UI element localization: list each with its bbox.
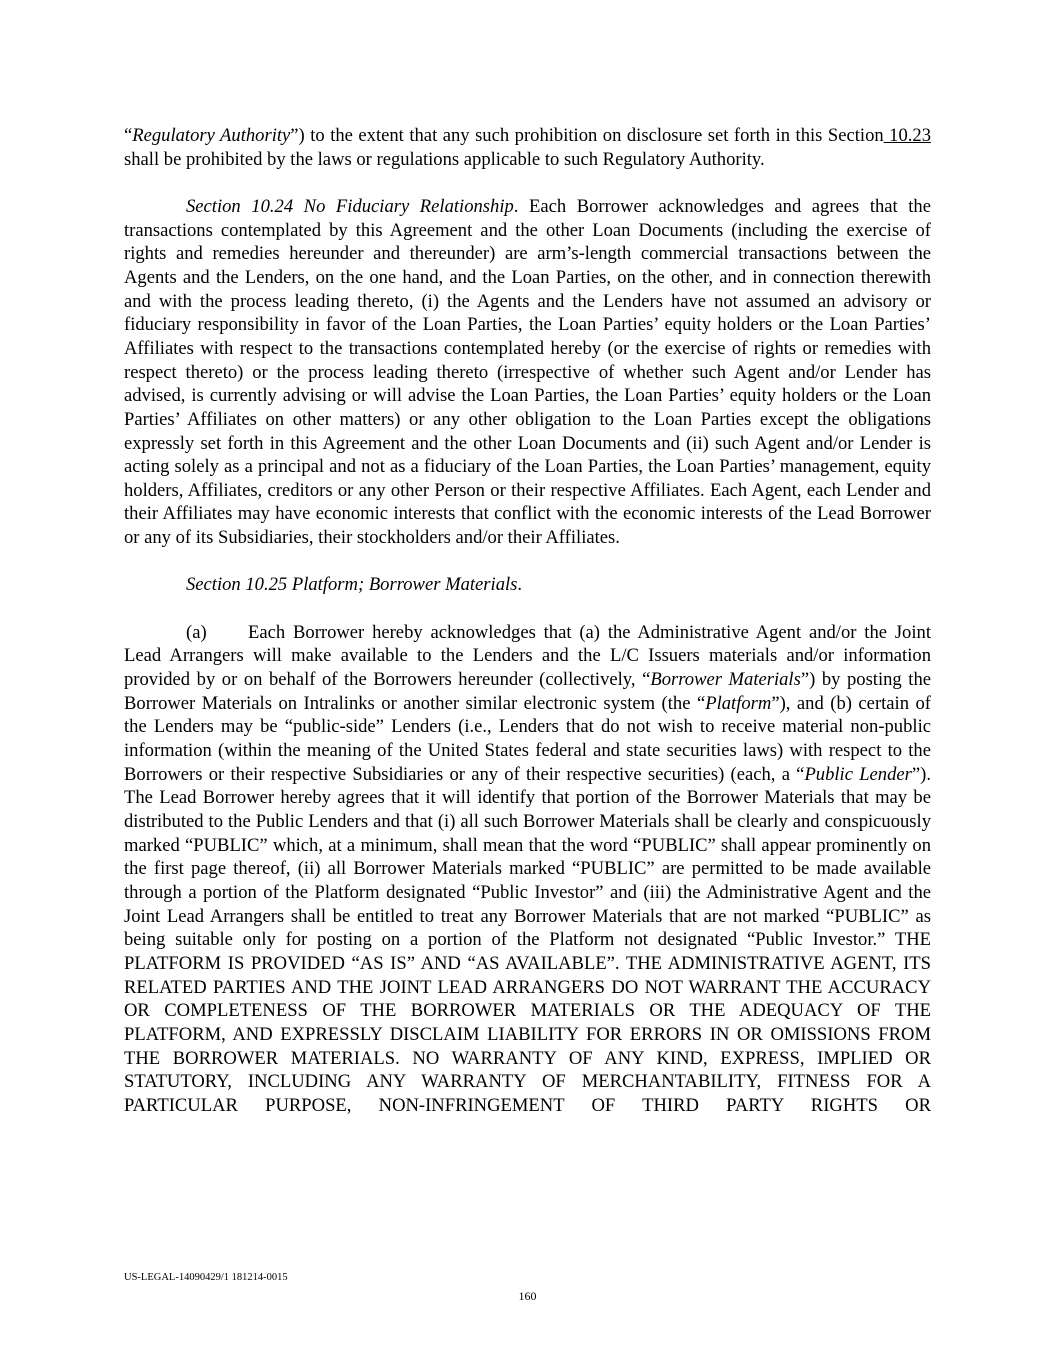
text: ”) to the extent that any such prohibition on disclosure set forth in this Section [290, 125, 884, 146]
paragraph [124, 621, 931, 1118]
text: . Each Borrower acknowledges and agrees that the transactions contemplated by this Agreement and the other Loan Documents (including the exercise of rights and remedies hereunder and thereunder) are arm’s-length commercial transactions between the Agents and the Lenders, on the one hand, and the Loan Parties, on the other, and in connection therewith and with the process leading thereto, (i) the Agents and the Lenders have not assumed an advisory or fiduciary responsibility in favor of the Loan Parties, the Loan Parties’ equity holders or the Loan Parties’ Affiliates with respect to the transactions contemplated hereby (or the exercise of rights or remedies with respect thereto) or the process leading thereto (irrespective of whether such Agent and/or Lender has advised, is currently advising or will advise the Loan Parties, the Loan Parties’ equity holders or the Loan Parties’ Affiliates on other matters) or any other obligation to the Loan Parties except the obligations expressly set forth in this Agreement and the other Loan Documents and (ii) such Agent and/or Lender is acting solely as a principal and not as a fiduciary of the Loan Parties, the Loan Parties’ management, equity holders, Affiliates, creditors or any other Person or their respective Affiliates. Each Agent, each Lender and their Affiliates may have economic interests that conflict with the economic interests of the Lead Borrower or any of its Subsidiaries, their stockholders and/or their Affiliates. [124, 195, 931, 549]
text: ”), and (b) certain of the Lenders may be “public-side” Lenders (i.e., Lenders that do not wish to receive material non-public information (within the meaning of the United States federal and state securities laws) with respect to the Borrowers or their respective Subsidiaries or any of their respective securities) (each, a “ [124, 692, 931, 785]
italic-text: Platform [705, 692, 772, 714]
italic-text: Section 10.25 Platform; Borrower Materials [186, 574, 518, 596]
italic-text: Section 10.24 No Fiduciary Relationship [186, 195, 514, 217]
text: ”) by posting the Borrower Materials on Intralinks or another similar electronic system (the “ [124, 669, 931, 714]
document-body [124, 124, 931, 1141]
text: “ [124, 125, 133, 146]
text: Each Borrower hereby acknowledges that (a) the Administrative Agent and/or the Joint Lead Arrangers will make available to the Lenders and the L/C Issuers materials and/or information provided by or on behalf of the Borrowers hereunder (collectively, “ [124, 621, 931, 691]
text: . [517, 574, 523, 596]
italic-text: Public Lender [804, 763, 912, 785]
italic-text: Borrower Materials [650, 669, 801, 691]
italic-text: Regulatory Authority [132, 125, 291, 146]
page-number: 160 [518, 1289, 537, 1303]
text: shall be prohibited by the laws or regulations applicable to such Regulatory Authority. [124, 148, 765, 170]
footer-document-id: US-LEGAL-14090429/1 181214-0015 [124, 1272, 288, 1283]
section-reference: 10.23 [883, 125, 932, 146]
paragraph [124, 573, 931, 597]
paragraph [124, 195, 931, 550]
clause-label: (a) [186, 621, 207, 643]
text: ”). The Lead Borrower hereby agrees that it will identify that portion of the Borrower Materials that may be distributed to the Public Lenders and that (i) all such Borrower Materials shall be clearly and conspicuously marked “PUBLIC” which, at a minimum, shall mean that the word “PUBLIC” shall appear prominently on the first page thereof, (ii) all Borrower Materials marked “PUBLIC” are permitted to be made available through a portion of the Platform designated “Public Investor” and (iii) the Administrative Agent and the Joint Lead Arrangers shall be entitled to treat any Borrower Materials that are not marked “PUBLIC” as being suitable only for posting on a portion of the Platform not designated “Public Investor.” THE PLATFORM IS PROVIDED “AS IS” AND “AS AVAILABLE”. THE ADMINISTRATIVE AGENT, ITS RELATED PARTIES AND THE JOINT LEAD ARRANGERS DO NOT WARRANT THE ACCURACY OR COMPLETENESS OF THE BORROWER MATERIALS OR THE ADEQUACY OF THE PLATFORM, AND EXPRESSLY DISCLAIM LIABILITY FOR ERRORS IN OR OMISSIONS FROM THE BORROWER MATERIALS. NO WARRANTY OF ANY KIND, EXPRESS, IMPLIED OR STATUTORY, INCLUDING ANY WARRANTY OF MERCHANTABILITY, FITNESS FOR A PARTICULAR PURPOSE, NON-INFRINGEMENT OF THIRD PARTY RIGHTS OR [124, 763, 931, 1116]
paragraph [124, 124, 931, 171]
